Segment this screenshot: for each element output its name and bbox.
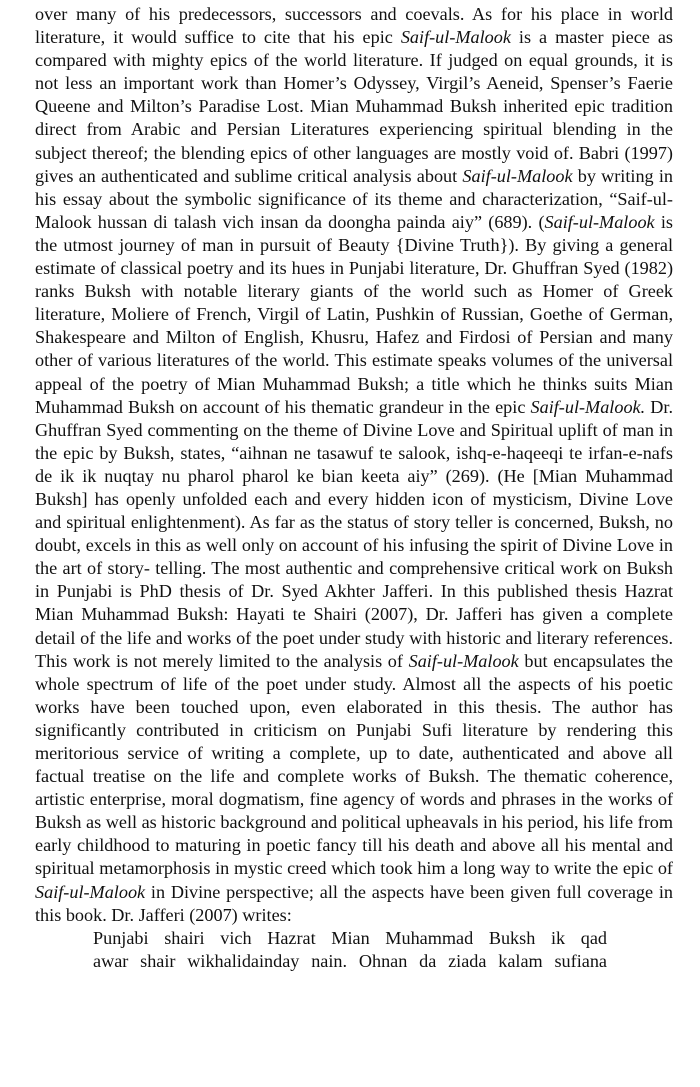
body-text: Dr. Ghuffran Syed commenting on the theme of Divine Love and Spiritual uplift of man in the epic by Buksh, states, “aihnan ne tasawuf te salook, ishq-e-haqeeqi te irfan-e-nafs de ik ik nuqtay nu pharol pharol ke bian keeta aiy” (269). (He [Mian Muhammad Buksh] has openly unfolded each and every hidden icon of mysticism, Divine Love and spiritual enlightenment). As far as the status of story teller is concerned, Buksh, no doubt, excels in this as well only on account of his infusing the spirit of Divine Love in the art of story- telling. The most authentic and comprehensive critical work on Buksh in Punjabi is PhD thesis of Dr. Syed Akhter Jafferi. In this published thesis Hazrat Mian Muhammad Buksh: Hayati te Shairi (2007), Dr. Jafferi has given a complete detail of the life and works of the poet under study with historic and literary references. This work is not merely limited to the analysis of	[35, 396, 674, 671]
body-text: by writing in his essay about the symbolic significance of its theme and characterization, “Saif-ul-Malook hussan di talash vich insan da doongha painda aiy” (689). (	[35, 165, 673, 232]
italic-title: Saif-ul-Malook	[35, 881, 146, 902]
quote-line-2: awar shair wikhalidainday nain. Ohnan da ziada kalam sufiana	[93, 950, 607, 971]
italic-title: Saif-ul-Malook.	[530, 396, 646, 417]
body-text: is a master piece as compared with mighty epics of the world literature. If judged on equal grounds, it is not less an important work than Homer’s Odyssey, Virgil’s Aeneid, Spenser’s Faerie Queene and Milton’s Paradise Lost. Mian Muhammad Buksh inherited epic tradition direct from Arabic and Persian Literatures experiencing spiritual blending in the subject thereof; the blending epics of other languages are mostly void of. Babri (1997) gives an authenticated and sublime critical analysis about	[35, 27, 673, 186]
block-quote	[93, 927, 607, 973]
quote-line-1: Punjabi shairi vich Hazrat Mian Muhammad Buksh ik qad	[93, 927, 607, 948]
body-text: over many of his predecessors, successors and coevals. As for his place in world literature, it would suffice to cite that his epic	[35, 4, 673, 48]
italic-title: Saif-ul-Malook	[462, 165, 573, 186]
body-paragraph	[35, 3, 673, 927]
body-text: in Divine perspective; all the aspects have been given full coverage in this book. Dr. Jafferi (2007) writes:	[35, 881, 673, 925]
document-page	[35, 3, 673, 973]
italic-title: Saif-ul-Malook	[400, 27, 511, 48]
body-text: is the utmost journey of man in pursuit of Beauty {Divine Truth}). By giving a general estimate of classical poetry and its hues in Punjabi literature, Dr. Ghuffran Syed (1982) ranks Buksh with notable literary giants of the world such as Homer of Greek literature, Moliere of French, Virgil of Latin, Pushkin of Russian, Goethe of German, Shakespeare and Milton of English, Khusru, Hafez and Firdosi of Persian and many other of various literatures of the world. This estimate speaks volumes of the universal appeal of the poetry of Mian Muhammad Buksh; a title which he thinks suits Mian Muhammad Buksh on account of his thematic grandeur in the epic	[35, 211, 673, 417]
italic-title: Saif-ul-Malook	[408, 650, 519, 671]
italic-title: Saif-ul-Malook	[544, 211, 655, 232]
body-text: but encapsulates the whole spectrum of life of the poet under study. Almost all the aspects of his poetic works have been touched upon, even elaborated in this thesis. The author has significantly contributed in criticism on Punjabi Sufi literature by rendering this meritorious service of writing a complete, up to date, authenticated and above all factual treatise on the life and complete works of Buksh. The thematic coherence, artistic enterprise, moral dogmatism, fine agency of words and phrases in the works of Buksh as well as historic background and political upheavals in his period, his life from early childhood to maturing in poetic fancy till his death and above all his mental and spiritual metamorphosis in mystic creed which took him a long way to write the epic of	[35, 650, 673, 879]
